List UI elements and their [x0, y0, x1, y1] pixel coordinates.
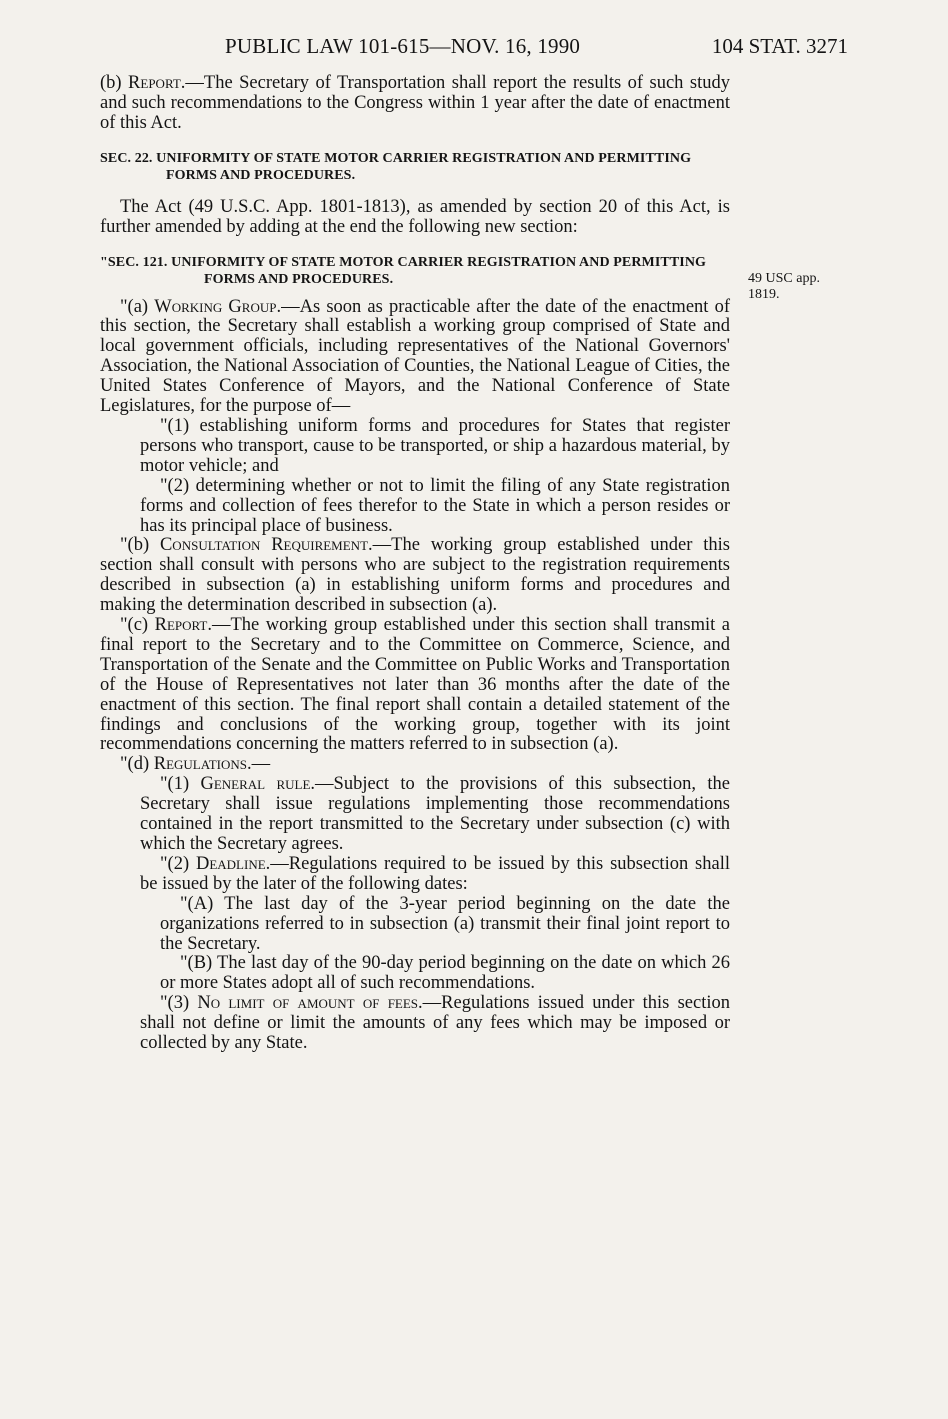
paragraph-act-amendment: The Act (49 U.S.C. App. 1801-1813), as amended by section 20 of this Act, is further amended by adding at the end the following new section:	[100, 196, 730, 237]
paragraph-text: .—	[246, 754, 271, 775]
document-body	[100, 74, 730, 1054]
paragraph-label: "(a)	[120, 296, 155, 317]
page-header	[100, 34, 848, 62]
paragraph-text: .—Subject to the provisions of this subsection, the Secretary shall issue regulations implementing those recommendations contained in the report transmitted to the Secretary under subsection (c) with which the Secretary agrees.	[140, 774, 731, 854]
section-title: UNIFORMITY OF STATE MOTOR CARRIER REGISTRATION AND PERMITTING FORMS AND PROCEDURES.	[156, 150, 692, 183]
paragraph-d-1-general-rule	[100, 775, 730, 855]
paragraph-text: .—The working group established under this section shall consult with persons who are subject to the registration requirements described in subsection (a) in establishing uniform forms and procedures and making the determination described in subsection (a).	[100, 535, 730, 616]
paragraph-label: "(b)	[120, 535, 160, 556]
section-title: UNIFORMITY OF STATE MOTOR CARRIER REGISTRATION AND PERMITTING FORMS AND PROCEDURES.	[171, 254, 707, 287]
paragraph-label: "(1)	[160, 774, 201, 795]
paragraph-d-2-deadline	[100, 855, 730, 895]
subparagraph-d-2-b: "(B) The last day of the 90-day period beginning on the date on which 26 or more States adopt all of such recommendations.	[160, 953, 730, 994]
subsection-c-report	[100, 616, 730, 755]
subsection-b-consultation	[100, 536, 730, 616]
subparagraph-d-2-a: "(A) The last day of the 3-year period beginning on the date the organizations referred to in subsection (a) transmit their final joint report to the Secretary.	[160, 893, 730, 954]
paragraph-text: .—Regulations required to be issued by this subsection shall be issued by the later of the following dates:	[140, 853, 731, 894]
paragraph-text: .—The working group established under this section shall transmit a final report to the Secretary and to the Committee on Commerce, Science, and Transportation of the Senate and the Committee on Public Works and Transportation of the House of Representatives not later than 36 months after the date of the enactment of this section. The final report shall contain a detailed statement of the findings and conclusions of the working group, together with its joint recommendations concerning the matters referred to in subsection (a).	[100, 615, 730, 755]
paragraph-heading: No limit of amount of fees	[197, 993, 419, 1014]
paragraph-heading: General rule	[200, 774, 311, 795]
paragraph-a-1: "(1) establishing uniform forms and procedures for States that register persons who transport, cause to be transported, or ship a hazardous material, by motor vehicle; and	[140, 415, 730, 476]
running-title: PUBLIC LAW 101-615—NOV. 16, 1990	[225, 34, 581, 58]
paragraph-text: .—Regulations issued under this section shall not define or limit the amounts of any fees which may be imposed or collected by any State.	[140, 993, 731, 1054]
paragraph-text: .—As soon as practicable after the date of the enactment of this section, the Secretary shall establish a working group comprised of State and local government officials, including representatives of the National Governors' Association, the National Association of Counties, the National League of Cities, the United States Conference of Mayors, and the National Conference of State Legislatures, for the purpose of—	[100, 296, 730, 417]
paragraph-heading: Regulations	[153, 754, 247, 775]
paragraph-label: "(2)	[160, 853, 196, 874]
section-number: SEC. 22.	[100, 150, 153, 166]
margin-citation-line-1: 49 USC app.	[748, 271, 820, 286]
subsection-a-working-group	[100, 298, 730, 417]
paragraph-b-report	[100, 74, 730, 134]
paragraph-d-3-no-limit	[100, 994, 730, 1054]
paragraph-text: .—The Secretary of Transportation shall report the results of such study and such recommendations to the Congress within 1 year after the date of enactment of this Act.	[100, 73, 730, 133]
paragraph-a-2: "(2) determining whether or not to limit the filing of any State registration forms and collection of fees therefor to the State in which a person resides or has its principal place of business.	[140, 475, 730, 536]
paragraph-label: "(d)	[120, 754, 154, 775]
paragraph-heading: Deadline	[195, 853, 266, 874]
subsection-d-regulations	[100, 755, 730, 775]
section-121-heading	[100, 254, 730, 288]
section-number: "SEC. 121.	[100, 254, 168, 270]
paragraph-heading: Consultation Requirement	[159, 535, 369, 556]
paragraph-heading: Report	[154, 615, 208, 636]
margin-citation	[748, 271, 848, 303]
paragraph-label: (b)	[100, 73, 129, 93]
paragraph-heading: Report	[128, 73, 181, 93]
paragraph-label: "(3)	[160, 993, 198, 1014]
section-22-heading	[100, 150, 730, 184]
paragraph-label: "(c)	[120, 615, 155, 636]
margin-citation-line-2: 1819.	[748, 287, 780, 302]
statute-page-number: 104 STAT. 3271	[711, 34, 848, 58]
paragraph-heading: Working Group	[154, 296, 277, 317]
